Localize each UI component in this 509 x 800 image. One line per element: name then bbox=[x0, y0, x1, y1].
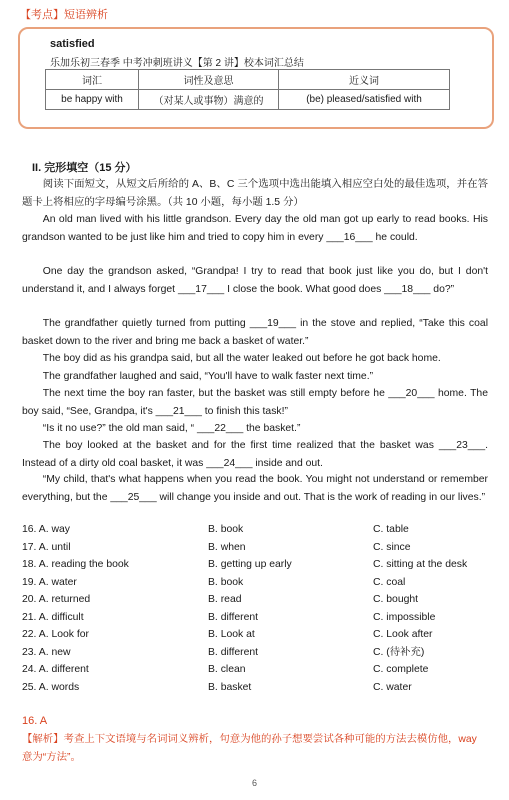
option-c[interactable]: C. sitting at the desk bbox=[373, 559, 468, 570]
option-b[interactable]: B. different bbox=[208, 611, 259, 623]
option-c[interactable]: C. bought bbox=[373, 594, 419, 605]
option-c[interactable]: C. (待补充) bbox=[373, 646, 425, 658]
passage-paragraph-7: “Is it no use?” the old man said, “ ___22___ the basket.” bbox=[42, 423, 301, 434]
vocab-cell-synonym: (be) pleased/satisfied with bbox=[279, 90, 450, 110]
option-b[interactable]: B. read bbox=[208, 594, 242, 605]
option-row-25 bbox=[22, 679, 492, 697]
option-b[interactable]: B. basket bbox=[208, 681, 252, 693]
vocab-row bbox=[46, 90, 450, 110]
section-title: II. 完形填空（15 分） bbox=[32, 162, 137, 174]
option-a[interactable]: 16. A. way bbox=[22, 524, 70, 535]
vocab-header-row bbox=[46, 70, 450, 90]
option-a[interactable]: 17. A. until bbox=[22, 541, 71, 553]
option-row-22 bbox=[22, 626, 492, 644]
option-row-17 bbox=[22, 539, 492, 557]
option-a[interactable]: 18. A. reading the book bbox=[22, 559, 129, 570]
vocab-cell-meaning: （对某人或事物）满意的 bbox=[139, 90, 279, 110]
option-a[interactable]: 24. A. different bbox=[22, 664, 89, 675]
option-b[interactable]: B. different bbox=[208, 646, 259, 658]
option-c[interactable]: C. coal bbox=[373, 576, 406, 588]
vocab-table bbox=[45, 69, 450, 110]
option-c[interactable]: C. table bbox=[373, 524, 409, 535]
option-row-16 bbox=[22, 521, 492, 539]
answer-options bbox=[22, 521, 492, 696]
option-c[interactable]: C. since bbox=[373, 541, 411, 553]
answer-label: 16. A bbox=[22, 715, 48, 727]
option-a[interactable]: 19. A. water bbox=[22, 576, 77, 588]
option-a[interactable]: 21. A. difficult bbox=[22, 611, 84, 623]
option-b[interactable]: B. getting up early bbox=[208, 559, 292, 570]
passage-paragraph-5: The grandfather laughed and said, “You'll have to walk faster next time.” bbox=[42, 371, 374, 382]
passage-paragraph-8: The boy looked at the basket and for the first time realized that the basket was ___23___. Instead of a dirty old coal basket, it was ___24___ inside and out. bbox=[22, 440, 488, 469]
topic-tag: 【考点】短语辨析 bbox=[20, 9, 108, 21]
vocab-header-synonym: 近义词 bbox=[279, 70, 450, 90]
vocab-header-word: 词汇 bbox=[46, 70, 139, 90]
vocab-source: 乐加乐初三春季 中考冲刺班讲义【第 2 讲】校本词汇总结 bbox=[50, 58, 304, 69]
passage-paragraph-3: The grandfather quietly turned from putting ___19___ in the stove and replied, “Take this coal basket down to the river and bring me back a basket of water.” bbox=[22, 318, 488, 347]
option-row-20 bbox=[22, 591, 492, 609]
vocab-summary-box bbox=[18, 27, 494, 129]
vocab-cell-word: be happy with bbox=[46, 90, 139, 110]
passage-paragraph-2: One day the grandson asked, “Grandpa! I try to read that book just like you do, but I don't understand it, and I always forget ___17___ I close the book. What good does ___18___ do?” bbox=[22, 266, 488, 295]
passage-paragraph-1: An old man lived with his little grandson. Every day the old man got up early to read books. His grandson wanted to be just like him and tried to copy him in every ___16___ he could. bbox=[22, 214, 488, 243]
option-c[interactable]: C. Look after bbox=[373, 629, 433, 640]
option-b[interactable]: B. when bbox=[208, 541, 246, 553]
passage-paragraph-4: The boy did as his grandpa said, but all the water leaked out before he got back home. bbox=[42, 353, 441, 364]
option-row-24 bbox=[22, 661, 492, 679]
option-c[interactable]: C. complete bbox=[373, 664, 429, 675]
option-c[interactable]: C. impossible bbox=[373, 611, 436, 623]
option-c[interactable]: C. water bbox=[373, 681, 412, 693]
option-a[interactable]: 20. A. returned bbox=[22, 594, 91, 605]
option-row-23 bbox=[22, 644, 492, 662]
option-row-21 bbox=[22, 609, 492, 627]
answer-explanation: 【解析】考查上下文语境与名词词义辨析，句意为他的孙子想要尝试各种可能的方法去模仿他，way 意为“方法”。 bbox=[22, 734, 477, 763]
vocab-word: satisfied bbox=[50, 38, 95, 50]
option-a[interactable]: 22. A. Look for bbox=[22, 629, 90, 640]
option-b[interactable]: B. Look at bbox=[208, 629, 255, 640]
option-row-19 bbox=[22, 574, 492, 592]
option-row-18 bbox=[22, 556, 492, 574]
option-b[interactable]: B. book bbox=[208, 576, 244, 588]
option-b[interactable]: B. book bbox=[208, 524, 244, 535]
page-number: 6 bbox=[251, 778, 257, 788]
passage-paragraph-9: “My child, that's what happens when you read the book. You might not understand or remember everything, but the ___25___ will change you inside and out. That is the work of reading in our lives.” bbox=[22, 474, 488, 503]
option-a[interactable]: 25. A. words bbox=[22, 681, 80, 693]
passage-paragraph-6: The next time the boy ran faster, but the basket was still empty before he ___20___ home. The boy said, “See, Grandpa, it's ___21___ to finish this task!” bbox=[22, 388, 488, 417]
option-a[interactable]: 23. A. new bbox=[22, 646, 71, 658]
vocab-header-meaning: 词性及意思 bbox=[139, 70, 279, 90]
instructions: 阅读下面短文，从短文后所给的 A、B、C 三个选项中选出能填入相应空白处的最佳选项，并在答题卡上将相应的字母编号涂黑。（共 10 小题，每小题 1.5 分） bbox=[22, 179, 488, 208]
option-b[interactable]: B. clean bbox=[208, 664, 246, 675]
